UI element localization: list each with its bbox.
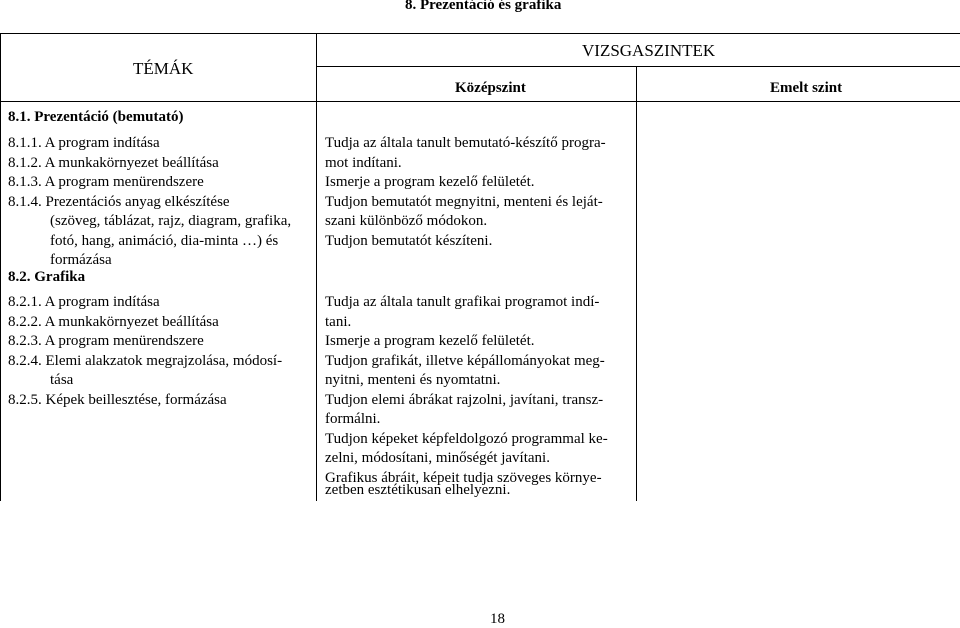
column-header-temak: TÉMÁK bbox=[133, 59, 194, 78]
kozepszint-line: mot indítani. bbox=[325, 154, 402, 171]
topic-line: 8.2.2. A munkakörnyezet beállítása bbox=[8, 313, 219, 330]
col-divider-temak bbox=[316, 33, 317, 501]
kozepszint-line: tani. bbox=[325, 313, 352, 330]
column-header-kozepszint: Középszint bbox=[455, 80, 526, 96]
kozepszint-line: Tudjon elemi ábrákat rajzolni, javítani, transz- bbox=[325, 391, 604, 408]
topic-line: 8.1.1. A program indítása bbox=[8, 135, 160, 151]
topic-line: 8.2.5. Képek beillesztése, formázása bbox=[8, 391, 227, 408]
header-bottom-border bbox=[0, 101, 960, 102]
kozepszint-line: nyitni, menteni és nyomtatni. bbox=[325, 372, 501, 388]
page-number: 18 bbox=[490, 611, 505, 627]
column-header-vizsgaszintek: VIZSGASZINTEK bbox=[582, 41, 716, 60]
kozepszint-line: formálni. bbox=[325, 411, 381, 427]
kozepszint-line: Ismerje a program kezelő felületét. bbox=[325, 333, 535, 349]
kozepszint-line: Tudjon bemutatót megnyitni, menteni és leját- bbox=[325, 193, 603, 210]
kozepszint-line: Tudjon grafikát, illetve képállományokat meg- bbox=[325, 352, 605, 369]
topic-line: 8.2.3. A program menürendszere bbox=[8, 333, 204, 349]
table-top-border bbox=[0, 33, 960, 34]
column-header-emelt-szint: Emelt szint bbox=[770, 80, 843, 96]
kozepszint-line: zetben esztétikusan elhelyezni. bbox=[325, 482, 511, 498]
left-border bbox=[0, 33, 1, 501]
kozepszint-line: Tudja az általa tanult bemutató-készítő progra- bbox=[325, 135, 606, 151]
topic-line: 8.2.4. Elemi alakzatok megrajzolása, módosí- bbox=[8, 352, 283, 369]
kozepszint-line: szani különböző módokon. bbox=[325, 213, 488, 229]
topic-line: 8.1.4. Prezentációs anyag elkészítése bbox=[8, 193, 230, 210]
kozepszint-line: Tudjon bemutatót készíteni. bbox=[325, 232, 493, 249]
kozepszint-line: zelni, módosítani, minőségét javítani. bbox=[325, 450, 550, 466]
kozepszint-line: Tudjon képeket képfeldolgozó programmal ke- bbox=[325, 430, 608, 447]
section-heading: 8.2. Grafika bbox=[8, 269, 86, 285]
topic-line: (szöveg, táblázat, rajz, diagram, grafika, bbox=[50, 213, 292, 229]
kozepszint-line: Tudja az általa tanult grafikai programot indí- bbox=[325, 294, 600, 310]
topic-line: tása bbox=[50, 372, 74, 388]
topic-line: 8.1.2. A munkakörnyezet beállítása bbox=[8, 154, 219, 171]
kozepszint-line: Ismerje a program kezelő felületét. bbox=[325, 174, 535, 190]
vizsgaszintek-divider bbox=[316, 66, 960, 67]
section-heading: 8.1. Prezentáció (bemutató) bbox=[8, 109, 184, 125]
col-divider-kozep bbox=[636, 66, 637, 501]
topic-line: 8.2.1. A program indítása bbox=[8, 294, 160, 310]
kozepszint-line: Grafikus ábráit, képeit tudja szöveges környe- bbox=[325, 469, 602, 486]
page-header: 8. Prezentáció és grafika bbox=[405, 0, 562, 13]
topic-line: 8.1.3. A program menürendszere bbox=[8, 174, 204, 190]
topic-line: fotó, hang, animáció, dia-minta …) és bbox=[50, 232, 279, 249]
topic-line: formázása bbox=[50, 252, 112, 268]
